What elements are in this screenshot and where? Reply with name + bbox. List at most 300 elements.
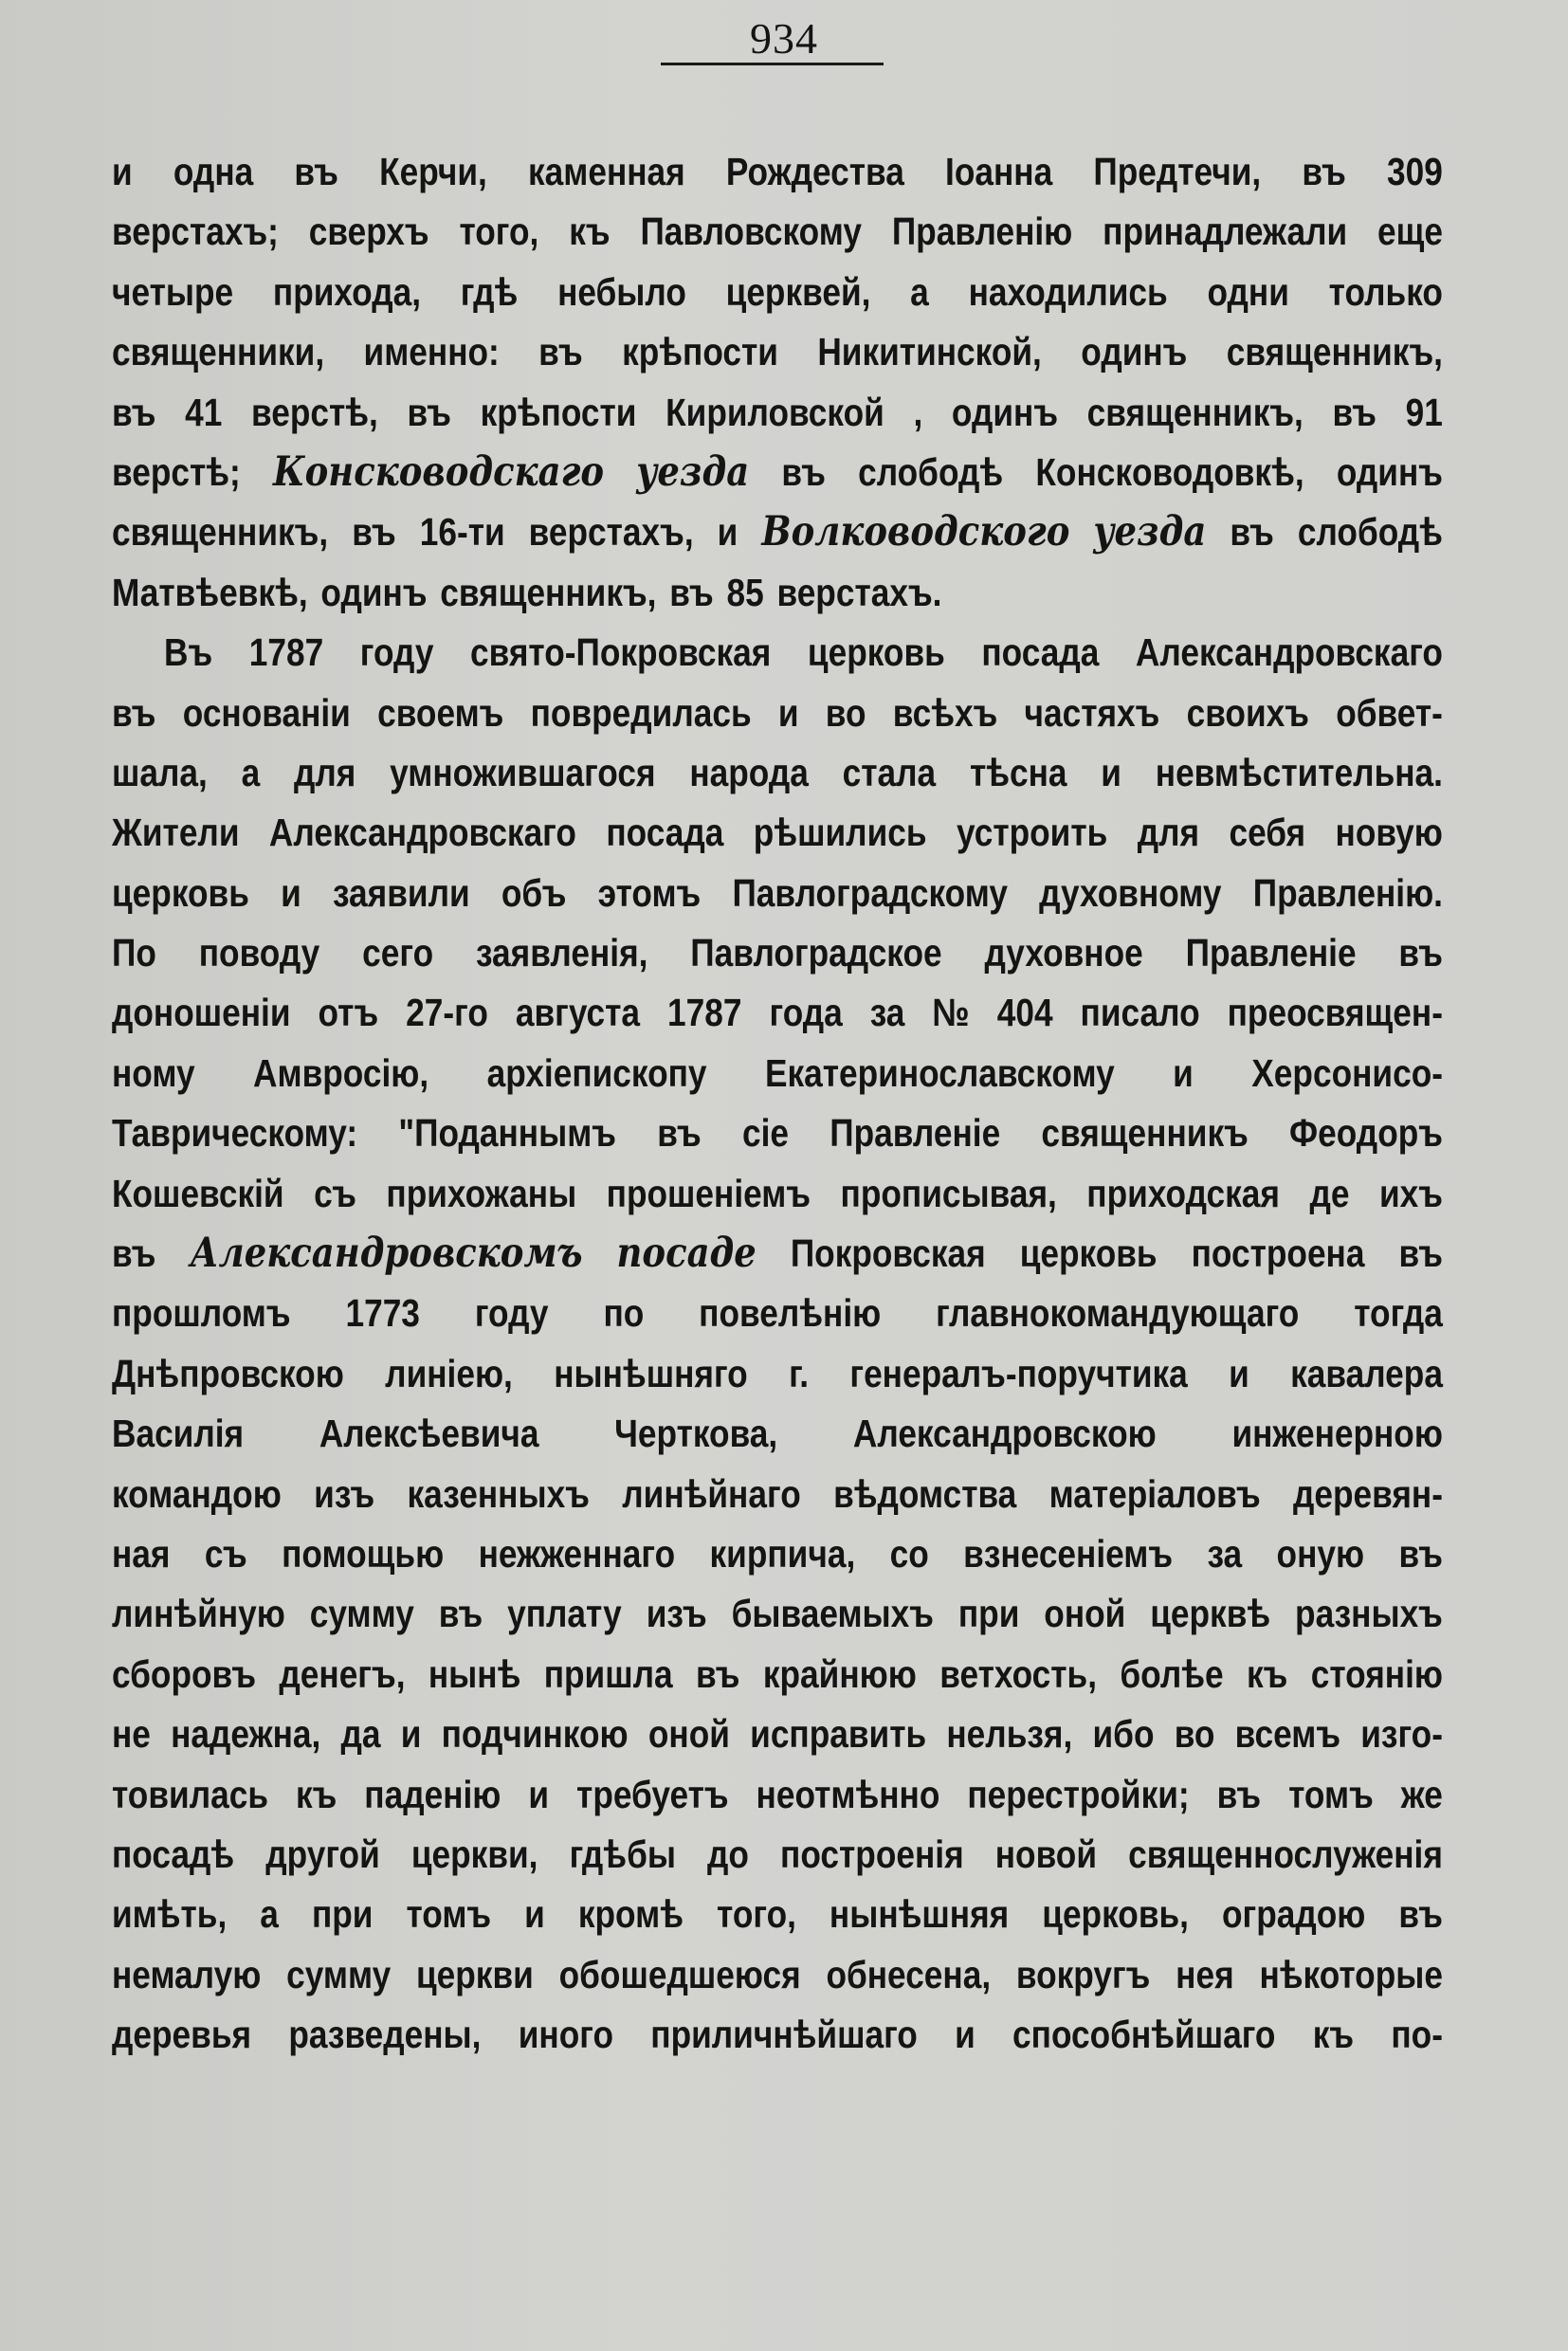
word: болѣе	[1120, 1651, 1224, 1696]
word: въ	[1398, 1892, 1443, 1937]
word: въ	[669, 570, 714, 614]
word: и	[528, 1772, 550, 1816]
word: духовное	[984, 931, 1143, 975]
word: въ	[1332, 390, 1377, 434]
word: въ	[538, 330, 583, 374]
word: По	[112, 931, 156, 975]
word: Правленію	[891, 210, 1073, 254]
word: обвет-	[1336, 690, 1443, 735]
word: умножившагося	[390, 750, 656, 794]
word: одинъ	[320, 570, 428, 614]
word: изъ	[314, 1471, 375, 1516]
word: народа	[689, 750, 809, 794]
word: крѣпости	[480, 390, 637, 434]
word: священнослуженія	[1128, 1832, 1443, 1876]
word: въ	[294, 150, 338, 193]
word: года	[769, 991, 843, 1035]
word: себя	[1229, 811, 1306, 855]
word: нынѣшняя	[829, 1892, 1010, 1937]
word: нѣкоторые	[1259, 1952, 1443, 1996]
word: Жители	[112, 811, 240, 855]
word: построенія	[780, 1832, 964, 1876]
word: и	[1101, 750, 1121, 794]
word: въ	[112, 1231, 156, 1276]
word: 1787	[248, 630, 324, 675]
word: одна	[173, 150, 254, 193]
word: посадѣ	[112, 1832, 235, 1876]
word: Правленіе	[830, 1111, 1001, 1156]
word: а	[260, 1892, 279, 1937]
word: 85	[726, 570, 764, 614]
word: казенныхъ	[407, 1471, 590, 1516]
word: Александровскою	[852, 1412, 1157, 1456]
text-line	[112, 683, 1443, 743]
text-line	[112, 983, 1443, 1043]
text-line	[112, 383, 1443, 443]
word: священникъ,	[1226, 330, 1443, 374]
word: съ	[204, 1531, 247, 1576]
text-line	[112, 1825, 1443, 1885]
word: Конскoводовкѣ,	[1035, 449, 1304, 494]
word: въ	[696, 1651, 740, 1696]
word: невмѣстительна.	[1155, 750, 1443, 794]
word: прихода,	[272, 269, 422, 314]
word: священникъ,	[112, 510, 329, 555]
text-line	[112, 923, 1443, 983]
text-line	[112, 1645, 1443, 1704]
word: Александровскаго	[1135, 630, 1443, 675]
word: линѣйнаго	[622, 1471, 801, 1516]
word: слободѣ	[1297, 510, 1443, 555]
word: требуетъ	[576, 1772, 729, 1816]
word: ,	[913, 390, 923, 434]
word: во	[825, 690, 866, 735]
word: и	[524, 1892, 545, 1937]
word: въ	[438, 1592, 483, 1636]
word: и	[1229, 1351, 1249, 1395]
word: ибо	[1092, 1712, 1155, 1757]
text-line	[112, 623, 1443, 683]
word: бываемыхъ	[731, 1592, 934, 1636]
word: же	[1400, 1772, 1443, 1816]
word: въ	[781, 449, 826, 494]
word: церковь,	[1042, 1892, 1189, 1937]
word: въ	[1216, 1772, 1262, 1816]
word: нежженнаго	[478, 1531, 676, 1576]
word: 1773	[345, 1291, 420, 1336]
text-line	[112, 142, 1443, 202]
word: помощью	[282, 1531, 445, 1576]
word: генералъ-поручтика	[849, 1351, 1188, 1395]
word: во	[1174, 1712, 1215, 1757]
word: тѣсна	[969, 750, 1067, 794]
word: только	[1328, 269, 1443, 314]
word: ихъ	[1378, 1171, 1443, 1215]
word: прописывая,	[840, 1171, 1057, 1215]
page-number: 934	[750, 14, 818, 63]
word: Кошевскій	[112, 1171, 284, 1215]
word: священникъ,	[440, 570, 657, 614]
word: рѣшились	[753, 811, 927, 855]
word: прошломъ	[112, 1291, 291, 1336]
word: 16-ти	[419, 510, 505, 555]
word: сборовъ	[112, 1651, 257, 1696]
word: разныхъ	[1295, 1592, 1443, 1636]
word: именно:	[363, 330, 500, 374]
word: всемъ	[1234, 1712, 1341, 1757]
word: и	[1173, 1050, 1194, 1095]
word: году	[474, 1291, 549, 1336]
word: прихожаны	[386, 1171, 577, 1215]
word: заявленія,	[475, 931, 648, 975]
word: "Поданнымъ	[398, 1111, 617, 1156]
word: и	[717, 510, 738, 555]
word: способнѣйшаго	[1012, 2013, 1276, 2057]
word: за	[869, 991, 905, 1035]
italic-word: посаде	[616, 1230, 757, 1278]
word: г.	[789, 1351, 810, 1395]
word: въ	[1302, 150, 1346, 193]
word: приходская	[1086, 1171, 1280, 1215]
word: посада	[606, 811, 724, 855]
word: имѣть,	[112, 1892, 228, 1937]
word: объ	[501, 870, 567, 915]
word: Кириловской	[665, 390, 884, 434]
text-line	[112, 1765, 1443, 1825]
italic-word: уезда	[636, 447, 750, 496]
word: принадлежали	[1103, 210, 1348, 254]
word: прошеніемъ	[606, 1171, 811, 1215]
word: новую	[1335, 811, 1443, 855]
word: и	[400, 1712, 422, 1757]
word: и	[955, 2013, 975, 2057]
word: поводу	[198, 931, 320, 975]
word: до	[707, 1832, 749, 1876]
word: крѣпости	[622, 330, 778, 374]
word: одни	[1207, 269, 1289, 314]
word: Въ	[164, 630, 213, 675]
word: писало	[1080, 991, 1200, 1035]
word: августа	[515, 991, 641, 1035]
word: деревян-	[1293, 1471, 1443, 1516]
word: обнесена,	[826, 1952, 992, 1996]
word: крайнюю	[762, 1651, 917, 1696]
word: въ	[1398, 1531, 1443, 1576]
word: доношеніи	[112, 991, 291, 1035]
italic-word: Конскoводскаго	[272, 447, 605, 496]
word: четыре	[112, 269, 234, 314]
word: иного	[518, 2013, 614, 2057]
word: при	[311, 1892, 374, 1937]
word: перестройки;	[967, 1772, 1190, 1816]
word: разведены,	[288, 2013, 482, 2057]
word: товилась	[112, 1772, 268, 1816]
word: изъ	[646, 1592, 707, 1636]
word: сверхъ	[308, 210, 429, 254]
word: архіепископу	[486, 1050, 707, 1095]
text-line	[112, 1885, 1443, 1944]
word: духовному	[1039, 870, 1222, 915]
italic-word: уезда	[1093, 508, 1207, 556]
word: вокругъ	[1015, 1952, 1151, 1996]
word: изго-	[1360, 1712, 1443, 1757]
word: нынѣшняго	[554, 1351, 748, 1395]
word: каменная	[528, 150, 685, 193]
text-line	[112, 322, 1443, 382]
word: въ	[112, 690, 156, 735]
word: въ	[1398, 1231, 1443, 1276]
word: одинъ	[1336, 449, 1443, 494]
word: повредилась	[530, 690, 752, 735]
word: Матвѣевкѣ,	[112, 570, 308, 614]
word: основаніи	[182, 690, 351, 735]
word: Никитинской,	[817, 330, 1042, 374]
word: неотмѣнно	[756, 1772, 940, 1816]
word: церквей,	[725, 269, 871, 314]
word: церковь	[112, 870, 249, 915]
word: въ	[352, 510, 396, 555]
word: 27-го	[406, 991, 488, 1035]
word: томъ	[406, 1892, 492, 1937]
word: новой	[994, 1832, 1098, 1876]
word: священники,	[112, 330, 325, 374]
word: Павлоградскому	[732, 870, 1008, 915]
text-line	[112, 263, 1443, 322]
word: 41	[185, 390, 223, 434]
word: со	[889, 1531, 929, 1576]
word: съ	[314, 1171, 356, 1215]
word: слободѣ	[858, 449, 1004, 494]
word: отъ	[318, 991, 379, 1035]
word: сего	[362, 931, 434, 975]
word: и	[777, 690, 799, 735]
word: да	[340, 1712, 381, 1757]
word: стала	[842, 750, 937, 794]
text-line	[112, 1524, 1443, 1584]
word: Покровская	[790, 1231, 986, 1276]
word: Днѣпровскою	[112, 1351, 344, 1395]
word: Павлоградское	[690, 931, 942, 975]
word: уплату	[507, 1592, 622, 1636]
word: Херсонисо-	[1251, 1050, 1443, 1095]
word: оградою	[1221, 1892, 1366, 1937]
text-line	[112, 1284, 1443, 1343]
word: Феодоръ	[1289, 1111, 1443, 1156]
word: гдѣбы	[569, 1832, 676, 1876]
word: пришла	[543, 1651, 673, 1696]
word: того,	[459, 210, 539, 254]
word: паденію	[364, 1772, 501, 1816]
word: оной	[1044, 1592, 1126, 1636]
text-line	[112, 1164, 1443, 1224]
word: 309	[1387, 150, 1443, 193]
word: верстѣ,	[251, 390, 378, 434]
word: при	[957, 1592, 1020, 1636]
page-number-rule	[661, 63, 884, 65]
word: церковь	[807, 630, 945, 675]
word: верстѣ;	[112, 449, 241, 494]
word: оной	[647, 1712, 730, 1757]
word: одинъ	[1081, 330, 1188, 374]
word: того,	[717, 1892, 796, 1937]
word: священникъ	[1041, 1111, 1249, 1156]
word: нынѣ	[428, 1651, 521, 1696]
word: нельзя,	[946, 1712, 1073, 1757]
text-line	[112, 1103, 1443, 1163]
word: Правленію.	[1252, 870, 1443, 915]
word: Амвросію,	[253, 1050, 429, 1095]
word: 1787	[667, 991, 742, 1035]
word: въ	[1398, 931, 1443, 975]
text-line	[112, 1945, 1443, 2005]
word: обошедшеюся	[558, 1952, 801, 1996]
word: командою	[112, 1471, 282, 1516]
word: Екатеринославскому	[764, 1050, 1115, 1095]
word: и	[281, 870, 301, 915]
word: за	[1207, 1531, 1243, 1576]
word: году	[359, 630, 434, 675]
word: Павловскому	[640, 210, 862, 254]
text-line	[112, 1404, 1443, 1464]
word: частяхъ	[1024, 690, 1160, 735]
word: тогда	[1354, 1291, 1443, 1336]
word: устроить	[956, 811, 1108, 855]
word: своемъ	[377, 690, 504, 735]
word: верстахъ,	[528, 510, 694, 555]
word: по	[603, 1291, 645, 1336]
word: еще	[1377, 210, 1443, 254]
word: а	[910, 269, 929, 314]
word: Василія	[112, 1412, 245, 1456]
text-line	[112, 1224, 1443, 1284]
word: стоянію	[1310, 1651, 1443, 1696]
word: исправить	[750, 1712, 927, 1757]
word: денегъ,	[279, 1651, 406, 1696]
word: и	[112, 150, 133, 193]
word: вѣдомства	[833, 1471, 1017, 1516]
word: небыло	[557, 269, 686, 314]
text-line	[112, 1584, 1443, 1644]
text-line	[112, 1344, 1443, 1404]
word: не	[112, 1712, 151, 1757]
word: матеріаловъ	[1048, 1471, 1261, 1516]
text-line	[112, 803, 1443, 863]
word: де	[1309, 1171, 1350, 1215]
word: нея	[1176, 1952, 1234, 1996]
word: гдѣ	[460, 269, 519, 314]
word: построена	[1191, 1231, 1365, 1276]
word: Черткова,	[614, 1412, 778, 1456]
text-line	[112, 743, 1443, 803]
word: ветхость,	[939, 1651, 1098, 1696]
text-line	[112, 864, 1443, 923]
word: для	[1137, 811, 1200, 855]
word: линѣйную	[112, 1592, 285, 1636]
body-text	[112, 142, 1443, 2066]
text-line	[112, 443, 1443, 502]
word: повелѣнію	[699, 1291, 882, 1336]
word: главнокомандующаго	[936, 1291, 1300, 1336]
word: къ	[569, 210, 611, 254]
word: Александровскаго	[268, 811, 576, 855]
word: въ	[1230, 510, 1274, 555]
word: сумму	[309, 1592, 414, 1636]
text-line	[112, 2005, 1443, 2065]
word: кирпича,	[709, 1531, 856, 1576]
word: сумму	[286, 1952, 392, 1996]
word: преосвящен-	[1227, 991, 1443, 1035]
word: взнесеніемъ	[963, 1531, 1174, 1576]
word: 91	[1405, 390, 1443, 434]
text-line	[112, 563, 1443, 623]
word: заявили	[332, 870, 470, 915]
word: оную	[1276, 1531, 1365, 1576]
word: Правленіе	[1185, 931, 1357, 975]
word: Таврическому:	[112, 1111, 358, 1156]
italic-word: Волководского	[761, 508, 1070, 556]
word: кромѣ	[577, 1892, 684, 1937]
word: верстахъ;	[112, 210, 279, 254]
word: деревья	[112, 2013, 252, 2057]
word: по-	[1391, 2013, 1443, 2057]
word: верстахъ.	[776, 570, 942, 614]
word: Іоанна	[945, 150, 1053, 193]
word: инженерною	[1231, 1412, 1443, 1456]
word: къ	[1246, 1651, 1288, 1696]
word: томъ	[1288, 1772, 1374, 1816]
word: ному	[112, 1050, 195, 1095]
word: №	[932, 991, 970, 1035]
word: Керчи,	[379, 150, 487, 193]
word: ная	[112, 1531, 171, 1576]
word: въ	[657, 1111, 702, 1156]
word: кавалера	[1290, 1351, 1443, 1395]
word: подчинкою	[441, 1712, 629, 1757]
word: шала,	[112, 750, 208, 794]
word: Предтечи,	[1093, 150, 1262, 193]
word: къ	[295, 1772, 337, 1816]
word: одинъ	[951, 390, 1059, 434]
word: въ	[112, 390, 156, 434]
word: церквѣ	[1150, 1592, 1271, 1636]
word: всѣхъ	[892, 690, 998, 735]
word: этомъ	[597, 870, 702, 915]
text-line	[112, 1044, 1443, 1103]
word: церковь	[1019, 1231, 1158, 1276]
italic-word: Александровскомъ	[190, 1230, 583, 1278]
word: своихъ	[1186, 690, 1309, 735]
text-line	[112, 1704, 1443, 1764]
word: Алексѣевича	[319, 1412, 539, 1456]
word: Рождества	[725, 150, 904, 193]
word: находились	[968, 269, 1168, 314]
word: церкви	[415, 1952, 534, 1996]
word: церкви,	[410, 1832, 538, 1876]
word: 404	[996, 991, 1053, 1035]
word: другой	[265, 1832, 380, 1876]
text-line	[112, 1465, 1443, 1524]
word: посада	[981, 630, 1100, 675]
word: священникъ,	[1086, 390, 1304, 434]
text-line	[112, 202, 1443, 262]
word: приличнѣйшаго	[650, 2013, 918, 2057]
word: надежна,	[171, 1712, 321, 1757]
word: свято-Покровская	[470, 630, 772, 675]
word: въ	[407, 390, 451, 434]
word: къ	[1312, 2013, 1355, 2057]
text-line	[112, 502, 1443, 562]
word: для	[293, 750, 356, 794]
